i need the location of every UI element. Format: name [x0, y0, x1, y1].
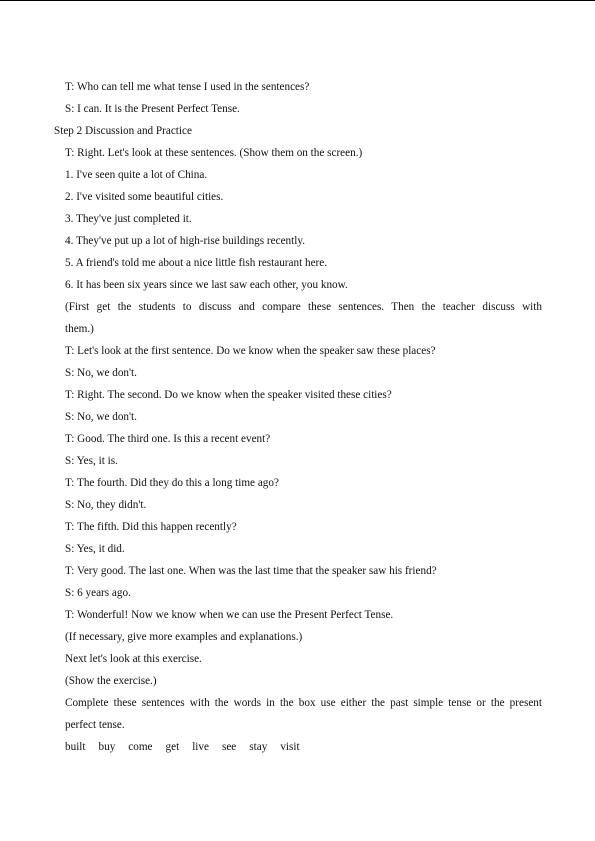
word-option: get [165, 741, 180, 753]
text-line: S: No, we don't. [65, 411, 137, 423]
text-line: 1. I've seen quite a lot of China. [65, 169, 208, 181]
document-body [0, 76, 595, 758]
text-line: S: No, we don't. [65, 367, 137, 379]
word-option: come [128, 741, 153, 753]
text-line: S: No, they didn't. [65, 499, 147, 511]
word-option: buy [98, 741, 116, 753]
text-line: T: The fifth. Did this happen recently? [65, 521, 237, 533]
text-line: 5. A friend's told me about a nice little fish restaurant here. [65, 257, 328, 269]
text-line: T: Very good. The last one. When was the last time that the speaker saw his friend? [65, 565, 437, 577]
word-option: live [192, 741, 209, 753]
word-option: built [65, 741, 86, 753]
text-line: T: Right. The second. Do we know when the speaker visited these cities? [65, 389, 392, 401]
text-line: Complete these sentences with the words in the box use either the past simple tense or the present [65, 697, 542, 709]
text-line: S: 6 years ago. [65, 587, 131, 599]
text-line: Next let's look at this exercise. [65, 653, 202, 665]
lesson-transcript [0, 76, 595, 736]
text-line: perfect tense. [65, 719, 125, 731]
text-line: T: Good. The third one. Is this a recent event? [65, 433, 271, 445]
text-line: S: I can. It is the Present Perfect Tense. [65, 103, 240, 115]
text-line: 2. I've visited some beautiful cities. [65, 191, 224, 203]
word-option: visit [280, 741, 300, 753]
text-line: (Show the exercise.) [65, 675, 157, 687]
word-option: stay [249, 741, 268, 753]
text-line: 4. They've put up a lot of high-rise buildings recently. [65, 235, 306, 247]
text-line: 3. They've just completed it. [65, 213, 192, 225]
step-heading: Step 2 Discussion and Practice [54, 125, 192, 137]
text-line: T: The fourth. Did they do this a long time ago? [65, 477, 279, 489]
text-line: T: Let's look at the first sentence. Do we know when the speaker saw these places? [65, 345, 436, 357]
text-line: S: Yes, it did. [65, 543, 125, 555]
text-line: (First get the students to discuss and compare these sentences. Then the teacher discuss with [65, 301, 542, 313]
text-line: 6. It has been six years since we last saw each other, you know. [65, 279, 348, 291]
word-option: see [221, 741, 237, 753]
header-rule [0, 0, 595, 1]
text-line: them.) [65, 323, 94, 335]
text-line: T: Right. Let's look at these sentences. (Show them on the screen.) [65, 147, 363, 159]
word-box [0, 736, 595, 758]
text-line: T: Who can tell me what tense I used in the sentences? [65, 81, 310, 93]
text-line: (If necessary, give more examples and explanations.) [65, 631, 303, 643]
text-line: S: Yes, it is. [65, 455, 118, 467]
text-line: T: Wonderful! Now we know when we can use the Present Perfect Tense. [65, 609, 394, 621]
